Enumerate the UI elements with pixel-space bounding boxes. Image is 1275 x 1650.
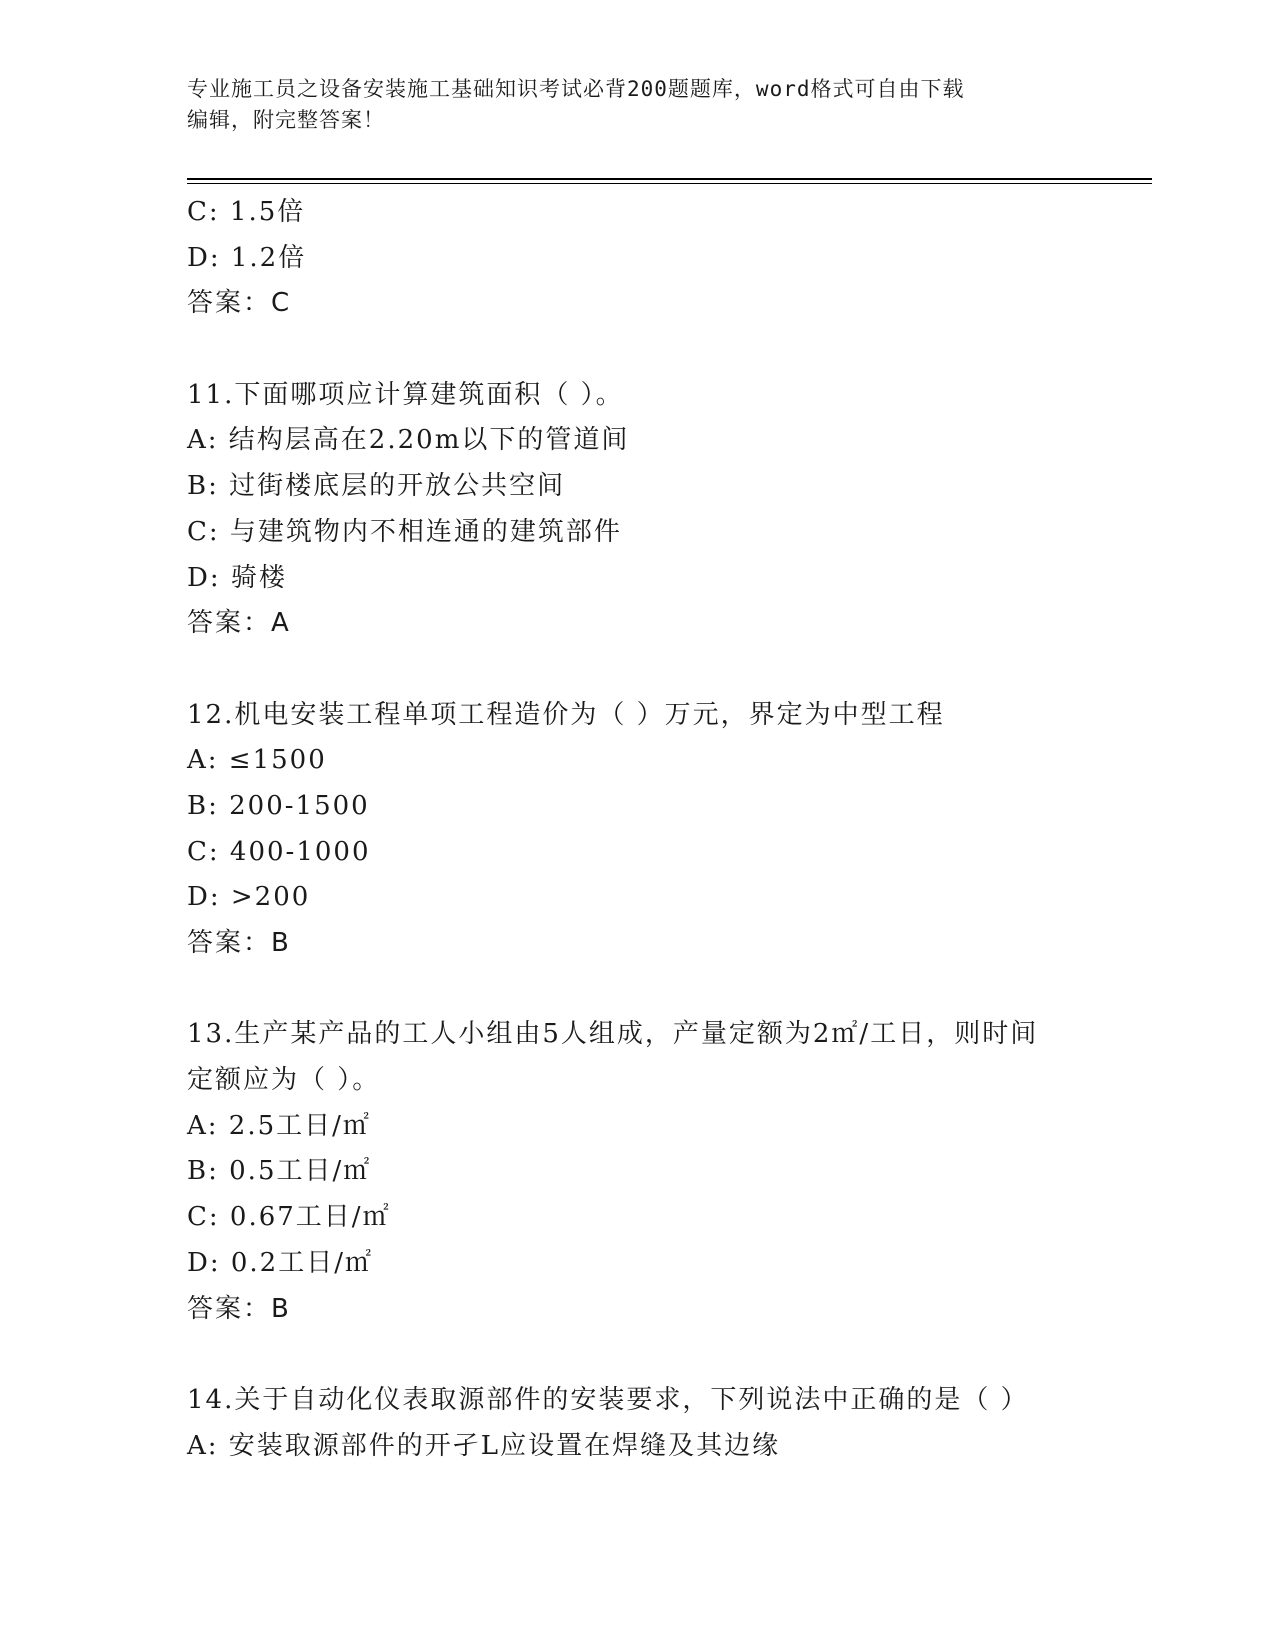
- question-stem-continued: 定额应为（ ）。: [187, 1065, 381, 1096]
- answer-label: 答案：C: [187, 288, 292, 319]
- header-title-line-1: 专业施工员之设备安装施工基础知识考试必背200题题库，word格式可自由下载: [187, 77, 965, 101]
- option-b: B: 0.5工日/㎡: [187, 1156, 372, 1187]
- spacer: [187, 647, 1117, 693]
- spacer: [187, 1332, 1117, 1378]
- answer-label: 答案：B: [187, 1293, 291, 1324]
- header-divider-thick: [187, 178, 1152, 180]
- question-list: [187, 190, 1117, 1469]
- document-header: [187, 74, 1067, 136]
- question-stem: 11.下面哪项应计算建筑面积（ ）。: [187, 379, 624, 410]
- option-b: B: 过街楼底层的开放公共空间: [187, 471, 566, 502]
- option-d: D: 骑楼: [187, 562, 287, 593]
- option-b: B: 200-1500: [187, 790, 370, 821]
- spacer: [187, 967, 1117, 1013]
- option-d: D: >200: [187, 882, 311, 913]
- option-a: A: ≤1500: [187, 745, 327, 776]
- option-c: C: 1.5倍: [187, 197, 306, 227]
- option-c: C: 400-1000: [187, 836, 371, 867]
- header-title-line-2: 编辑，附完整答案！: [187, 108, 385, 132]
- option-c: C: 0.67工日/㎡: [187, 1202, 391, 1233]
- question-stem: 12.机电安装工程单项工程造价为（ ）万元，界定为中型工程: [187, 699, 945, 730]
- option-a: A: 结构层高在2.20m以下的管道间: [187, 425, 630, 456]
- header-divider-thin: [187, 183, 1152, 184]
- option-c: C: 与建筑物内不相连通的建筑部件: [187, 516, 622, 547]
- question-stem: 14.关于自动化仪表取源部件的安装要求，下列说法中正确的是（ ）: [187, 1384, 1029, 1415]
- option-d: D: 0.2工日/㎡: [187, 1247, 373, 1278]
- answer-label: 答案：B: [187, 928, 291, 958]
- spacer: [187, 327, 1117, 373]
- option-d: D: 1.2倍: [187, 242, 307, 273]
- answer-label: 答案：A: [187, 608, 291, 639]
- option-a: A: 2.5工日/㎡: [187, 1110, 371, 1141]
- question-stem: 13.生产某产品的工人小组由5人组成，产量定额为2㎡/工日，则时间: [187, 1019, 1039, 1050]
- option-a: A: 安装取源部件的开孑L应设置在焊缝及其边缘: [187, 1430, 781, 1461]
